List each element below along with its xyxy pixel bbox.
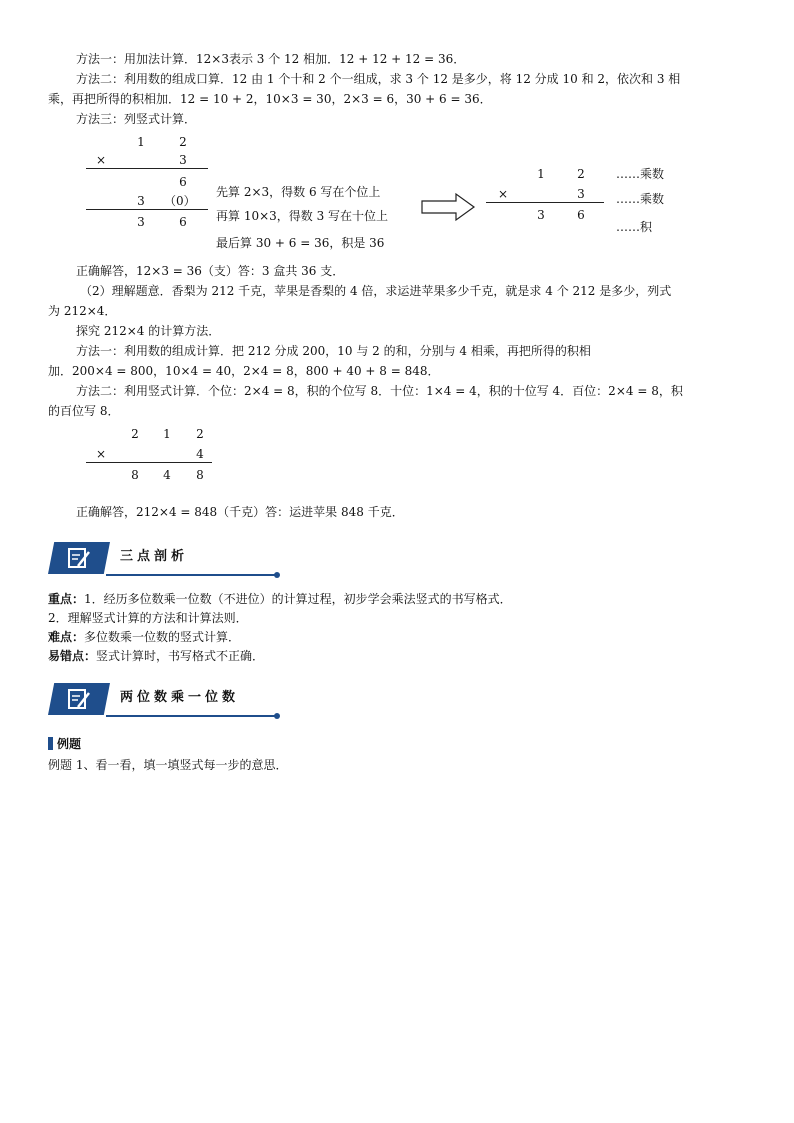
key-text-1: 1．经历多位数乘一位数（不进位）的计算过程，初步学会乘法竖式的书写格式． [84,592,512,606]
v2-result-tens: 3 [537,208,545,222]
error-point [48,647,748,666]
answer1-text: 正确解答，12×3 = 36（支）答：3 盒共 36 支． [76,264,345,278]
v1-rule-2 [86,209,208,210]
method2-text-b: 乘，再把所得的积相加．12 = 10 + 2，10×3 = 30，2×3 = 6，30 + 6 = 36． [48,92,492,106]
section-heading-analysis [48,542,288,570]
part2-method1-a: 方法一：利用数的组成计算．把 212 分成 200，10 与 2 的和，分别与 4 相乘，再把所得的积相 [76,344,591,358]
explain-step3: 最后算 30 + 6 = 36，积是 36 [216,236,385,250]
method1-text: 方法一：用加法计算．12×3表示 3 个 12 相加．12 + 12 + 12 = 36． [76,52,466,66]
heading-underline [106,574,276,576]
right-arrow-icon [420,192,476,222]
hard-point [48,628,748,647]
v2-label-product: ……积 [616,220,653,234]
hard-label: 难点： [48,630,85,644]
v2-times-sign: × [498,187,509,201]
v2-result-ones: 6 [577,208,585,222]
v2-label-multiplicand: ……乘数 [616,167,665,181]
part2-method2-b: 的百位写 8． [48,404,120,418]
section-title: 两位数乘一位数 [120,690,240,705]
heading-dot [274,572,280,578]
v2-row2: 3 [577,187,585,201]
v1-row1-tens: 1 [137,135,145,149]
section-title: 三点剖析 [120,549,189,564]
key-point-1 [48,590,748,609]
v1-rule-1 [86,168,208,169]
method2-text-a: 方法二：利用数的组成口算．12 由 1 个十和 2 个一组成，求 3 个 12 是多少，将 12 分成 10 和 2，依次和 3 相 [76,72,681,86]
explain-step2: 再算 10×3，得数 3 写在十位上 [216,209,389,223]
v3-result-hundreds: 8 [131,468,139,482]
v3-rule [86,462,212,463]
v1-row2: 3 [179,153,187,167]
heading-underline [106,715,276,717]
v2-row1-tens: 1 [537,167,545,181]
part2-line1: （2）理解题意．香梨为 212 千克，苹果是香梨的 4 倍，求运进苹果多少千克，就是求 4 个 212 是多少，列式 [80,284,672,298]
part2-line2: 为 212×4． [48,304,117,318]
v3-times-sign: × [96,447,107,461]
v1-partial1: 6 [179,175,187,189]
v1-result-tens: 3 [137,215,145,229]
v1-partial2-ones: （0） [164,194,196,208]
part2-method1-b: 加．200×4 = 800，10×4 = 40，2×4 = 8，800 + 40 + 8 = 848． [48,364,440,378]
section-heading-two-digit [48,683,288,711]
v1-times-sign: × [96,153,107,167]
example-tag [48,736,81,752]
example1-text: 例题 1、看一看，填一填竖式每一步的意思． [48,758,288,772]
v3-row1-hundreds: 2 [131,427,139,441]
v2-row1-ones: 2 [577,167,585,181]
v3-result-ones: 8 [196,468,204,482]
method3-text: 方法三：列竖式计算． [76,112,197,126]
key-point-2: 2．理解竖式计算的方法和计算法则． [48,611,248,625]
key-label: 重点： [48,592,85,606]
answer2-text: 正确解答，212×4 = 848（千克）答：运进苹果 848 千克． [76,505,404,519]
example-tag-label: 例题 [57,737,82,751]
v1-row1-ones: 2 [179,135,187,149]
notepad-pen-icon [66,687,92,711]
v3-result-tens: 4 [163,468,171,482]
v1-partial2-tens: 3 [137,194,145,208]
error-label: 易错点： [48,649,97,663]
v2-label-multiplier: ……乘数 [616,192,665,206]
part2-method2-a: 方法二：利用竖式计算．个位：2×4 = 8，积的个位写 8．十位：1×4 = 4，积的十位写 4．百位：2×4 = 8，积 [76,384,683,398]
v3-row1-tens: 1 [163,427,171,441]
v1-result-ones: 6 [179,215,187,229]
v3-row2: 4 [196,447,204,461]
v3-row1-ones: 2 [196,427,204,441]
v2-rule [486,202,604,203]
example-marker [48,737,53,750]
error-text: 竖式计算时，书写格式不正确． [96,649,265,663]
explain-step1: 先算 2×3，得数 6 写在个位上 [216,185,381,199]
part2-explore: 探究 212×4 的计算方法． [76,324,221,338]
hard-text: 多位数乘一位数的竖式计算． [84,630,241,644]
notepad-pen-icon [66,546,92,570]
heading-dot [274,713,280,719]
